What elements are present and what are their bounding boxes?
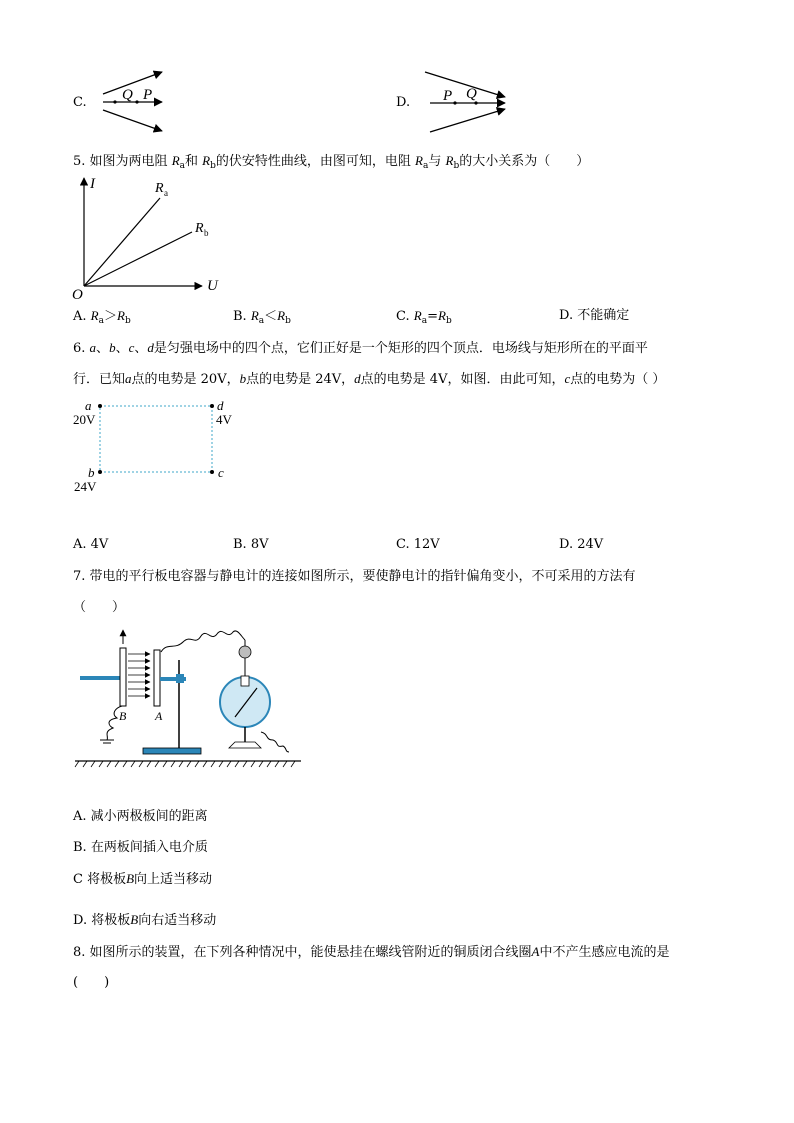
i-axis-label: I <box>90 176 95 192</box>
q7-option-a[interactable]: A. 减小两极板间的距离 <box>73 809 208 824</box>
point-d-label: d <box>217 398 224 413</box>
q6-stem-line1: 6. a、b、c、d是匀强电场中的四个点，它们正好是一个矩形的四个顶点．电场线与矩形所在的平面平 <box>73 340 648 356</box>
point-d <box>210 404 214 408</box>
q7-capacitor-electroscope-figure <box>75 622 305 770</box>
point-q-label: Q <box>466 86 477 102</box>
line-ra <box>84 198 160 286</box>
b-potential: 24V <box>74 479 97 494</box>
q6-option-b[interactable]: B. 8V <box>233 537 269 552</box>
ra-label: R <box>155 181 164 196</box>
q6-rectangle-figure <box>70 396 240 496</box>
q7-option-d[interactable]: D. 将极板B向右适当移动 <box>73 912 217 928</box>
q6-option-d[interactable]: D. 24V <box>559 537 604 552</box>
point-q <box>113 100 116 103</box>
plate-a <box>154 650 160 706</box>
q8-paren: ( ) <box>73 975 110 990</box>
q5-option-d[interactable]: D. 不能确定 <box>559 308 630 323</box>
a-potential: 20V <box>73 412 96 427</box>
origin-label: O <box>72 287 83 303</box>
q5-iv-graph <box>70 172 230 303</box>
point-p-label: P <box>443 88 453 104</box>
rb-label: R <box>195 221 204 236</box>
u-axis-label: U <box>207 278 218 294</box>
point-c-label: c <box>218 465 224 480</box>
field-line <box>103 110 162 131</box>
q5-option-a[interactable]: A. $R_a>R_b$ <box>73 308 131 326</box>
point-p-label: P <box>143 87 153 103</box>
q4-option-c-label[interactable]: C. <box>73 95 87 110</box>
plate-a-label: A <box>155 709 163 723</box>
point-c <box>210 470 214 474</box>
stand-base <box>143 748 201 754</box>
d-potential: 4V <box>216 412 232 427</box>
q5-option-c[interactable]: C. $R_a=R_b$ <box>396 308 452 326</box>
q7-stem: 7. 带电的平行板电容器与静电计的连接如图所示，要使静电计的指针偏角变小，不可采用的方法有 <box>73 569 636 584</box>
q6-stem-line2: 行．已知a点的电势是 20V，b点的电势是 24V，d点的电势是 4V，如图．由此可知，c点的电势为（ ） <box>73 371 666 387</box>
point-p <box>453 101 456 104</box>
q7-option-c[interactable]: C 将极板B向上适当移动 <box>73 871 213 887</box>
q4-option-c-figure <box>98 68 168 136</box>
q8-stem: 8. 如图所示的装置，在下列各种情况中，能使悬挂在螺线管附近的铜质闭合线圈A中不产生感应电流的是 <box>73 944 670 960</box>
q7-paren: （ ） <box>73 600 126 615</box>
q7-option-b[interactable]: B. 在两板间插入电介质 <box>73 840 208 855</box>
point-p <box>135 100 138 103</box>
point-a-label: a <box>85 398 92 413</box>
line-rb <box>84 232 192 286</box>
ra-sub: a <box>164 188 168 198</box>
plate-b-label: B <box>119 709 127 723</box>
q6-option-c[interactable]: C. 12V <box>396 537 440 552</box>
field-line <box>430 109 505 132</box>
insulating-rod <box>80 676 122 680</box>
point-q-label: Q <box>122 87 133 103</box>
point-b <box>98 470 102 474</box>
q4-option-d-figure <box>425 68 510 136</box>
point-b-label: b <box>88 465 95 480</box>
plate-b <box>120 648 126 706</box>
point-a <box>98 404 102 408</box>
q5-option-b[interactable]: B. $R_a<R_b$ <box>233 308 291 326</box>
rectangle <box>100 406 212 472</box>
electroscope-knob <box>239 646 251 658</box>
rb-sub: b <box>204 228 209 238</box>
field-line <box>425 72 505 97</box>
q6-option-a[interactable]: A. 4V <box>73 537 109 552</box>
q4-option-d-label[interactable]: D. <box>396 95 411 110</box>
q5-stem: 5. 如图为两电阻 $R_a$和 $R_b$的伏安特性曲线，由图可知，电阻 $R_a$与 $R_b$的大小关系为（ ） <box>73 153 590 171</box>
